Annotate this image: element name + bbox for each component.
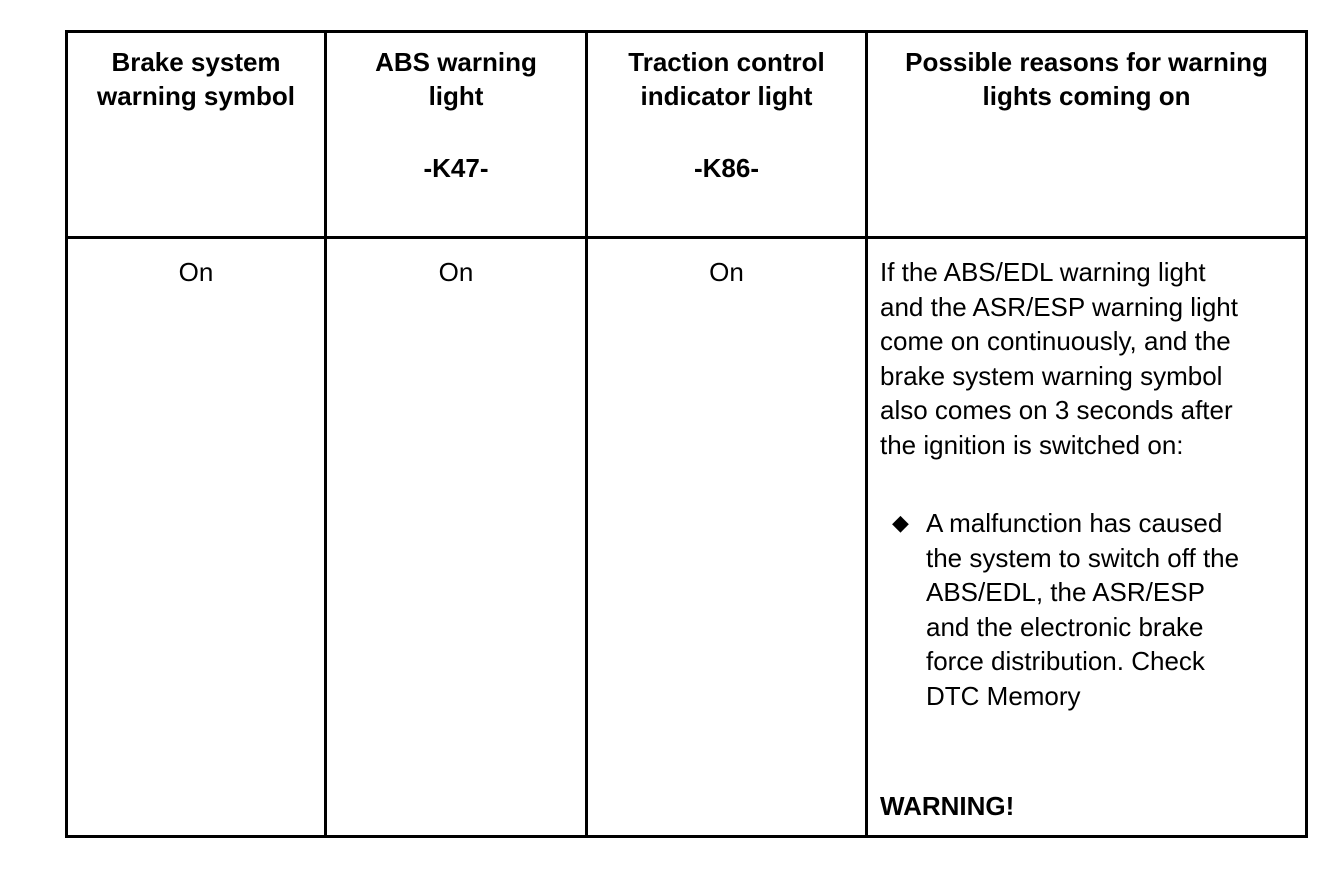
header-text-line: Traction control — [628, 47, 825, 77]
header-possible-reasons — [867, 32, 1307, 238]
header-text-line: Brake system — [111, 47, 281, 77]
reason-intro — [880, 255, 1291, 462]
brake-symbol-state: On — [67, 238, 326, 837]
diamond-bullet-icon: ◆ — [892, 510, 909, 535]
header-text-line: Possible reasons for warning — [905, 47, 1268, 77]
bullet-line: force distribution. Check — [926, 646, 1205, 676]
bullet-line: A malfunction has caused — [926, 508, 1223, 538]
traction-light-state: On — [587, 238, 867, 837]
bullet-line: and the electronic brake — [926, 611, 1204, 642]
header-text-line: indicator light — [640, 81, 813, 111]
bullet-line: ABS/EDL, the ASR/ESP — [926, 577, 1205, 607]
header-text-line: light — [428, 81, 484, 111]
reason-line: brake system warning symbol — [880, 360, 1223, 391]
possible-reasons-cell — [867, 238, 1307, 837]
bullet-text — [926, 506, 1291, 713]
header-abs-warning-light — [326, 32, 587, 238]
reason-line: the ignition is switched on: — [880, 429, 1184, 460]
table-header-row — [67, 32, 1307, 238]
warning-label: WARNING! — [880, 790, 1015, 821]
bullet-line: the system to switch off the — [926, 542, 1240, 573]
table-row — [67, 238, 1307, 837]
abs-light-state: On — [326, 238, 587, 837]
reason-line: and the ASR/ESP warning light — [880, 291, 1238, 322]
list-item — [880, 506, 1291, 713]
component-code: -K86- — [693, 153, 759, 183]
reason-line: also comes on 3 seconds after — [880, 395, 1233, 425]
bullet-line: DTC Memory — [926, 680, 1081, 711]
header-text-line: lights coming on — [982, 81, 1191, 111]
header-text-line: warning symbol — [97, 81, 295, 111]
header-brake-system-warning-symbol — [67, 32, 326, 238]
document-page — [65, 30, 1305, 838]
warning-lights-table — [65, 30, 1308, 838]
reason-line: If the ABS/EDL warning light — [880, 257, 1206, 287]
reason-line: come on continuously, and the — [880, 326, 1231, 356]
header-traction-control-indicator-light — [587, 32, 867, 238]
header-text-line: ABS warning — [375, 47, 537, 77]
component-code: -K47- — [423, 153, 489, 183]
